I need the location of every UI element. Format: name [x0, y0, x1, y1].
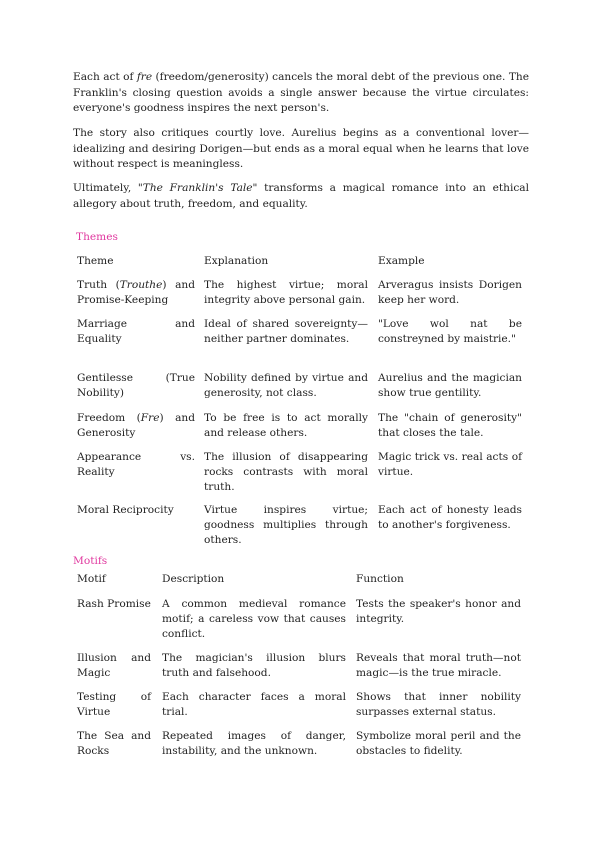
italic-title: "The Franklin's Tale" — [137, 182, 258, 194]
description-cell: Each character faces a moral trial. — [162, 691, 346, 719]
italic-term: Fre — [140, 412, 160, 424]
explanation-cell: Virtue inspires virtue; goodness multiplies through others. — [204, 504, 368, 547]
theme-cell — [77, 411, 195, 441]
text-run: Marriage and Equality — [77, 318, 195, 346]
description-cell: Repeated images of danger, instability, and the unknown. — [162, 730, 346, 758]
example-cell: The "chain of generosity" that closes the tale. — [378, 412, 522, 440]
paragraph-generosity — [73, 70, 529, 117]
italic-term: Trouthe — [119, 279, 163, 291]
motifs-heading: Motifs — [73, 555, 108, 567]
description-cell: The magician's illusion blurs truth and falsehood. — [162, 652, 346, 680]
text-run: Moral Reciprocity — [77, 504, 174, 516]
example-cell: Magic trick vs. real acts of virtue. — [378, 451, 522, 479]
motifs-col-description: Description — [162, 573, 225, 585]
paragraph-courtly-love: The story also critiques courtly love. Aurelius begins as a conventional lover—idealizing and desiring Dorigen—but ends as a moral equal when he learns that love without respect is meaningless. — [73, 127, 529, 171]
explanation-cell: Nobility defined by virtue and generosity, not class. — [204, 372, 368, 400]
motif-cell: Illusion and Magic — [77, 652, 151, 680]
example-cell: Arveragus insists Dorigen keep her word. — [378, 279, 522, 307]
theme-cell — [77, 317, 195, 347]
theme-cell — [77, 278, 195, 308]
themes-heading: Themes — [76, 231, 118, 243]
motif-cell: Testing of Virtue — [77, 691, 151, 719]
text-run: Each act of — [73, 71, 137, 83]
description-cell: A common medieval romance motif; a careless vow that causes conflict. — [162, 598, 346, 641]
function-cell: Reveals that moral truth—not magic—is the true miracle. — [356, 652, 521, 680]
text-run: Ultimately, — [73, 182, 138, 194]
theme-cell — [77, 371, 195, 401]
text-run: Freedom ( — [77, 412, 141, 424]
motif-cell: Rash Promise — [77, 598, 151, 610]
example-cell: "Love wol nat be constreyned by maistrie." — [378, 318, 522, 346]
explanation-cell: The highest virtue; moral integrity above personal gain. — [204, 279, 368, 307]
text-run: Appearance vs. Reality — [77, 451, 195, 479]
text-run: Truth ( — [77, 279, 120, 291]
example-cell: Each act of honesty leads to another's forgiveness. — [378, 504, 522, 532]
motifs-col-motif: Motif — [77, 573, 106, 585]
explanation-cell: Ideal of shared sovereignty—neither partner dominates. — [204, 318, 368, 346]
themes-col-theme: Theme — [77, 255, 114, 267]
themes-col-example: Example — [378, 255, 425, 267]
text-run: (freedom/generosity) cancels the moral debt of the previous one. The Franklin's closing question avoids a single answer because the virtue circulates: everyone's goodness inspires the next person's. — [73, 71, 529, 115]
motifs-col-function: Function — [356, 573, 404, 585]
function-cell: Shows that inner nobility surpasses external status. — [356, 691, 521, 719]
motif-cell: The Sea and Rocks — [77, 730, 151, 758]
text-run: Gentilesse (True Nobility) — [77, 372, 195, 400]
theme-cell — [77, 503, 195, 518]
theme-cell — [77, 450, 195, 480]
text-run: ) and Promise-Keeping — [77, 279, 195, 307]
italic-term: fre — [136, 71, 153, 83]
explanation-cell: To be free is to act morally and release others. — [204, 412, 368, 440]
example-cell: Aurelius and the magician show true gentility. — [378, 372, 522, 400]
themes-col-explanation: Explanation — [204, 255, 269, 267]
paragraph-conclusion — [73, 181, 529, 212]
function-cell: Tests the speaker's honor and integrity. — [356, 598, 521, 626]
function-cell: Symbolize moral peril and the obstacles to fidelity. — [356, 730, 521, 758]
explanation-cell: The illusion of disappearing rocks contrasts with moral truth. — [204, 451, 368, 494]
text-run: ) and Generosity — [77, 412, 195, 440]
text-run: transforms a magical romance into an ethical allegory about truth, freedom, and equality. — [73, 182, 529, 210]
